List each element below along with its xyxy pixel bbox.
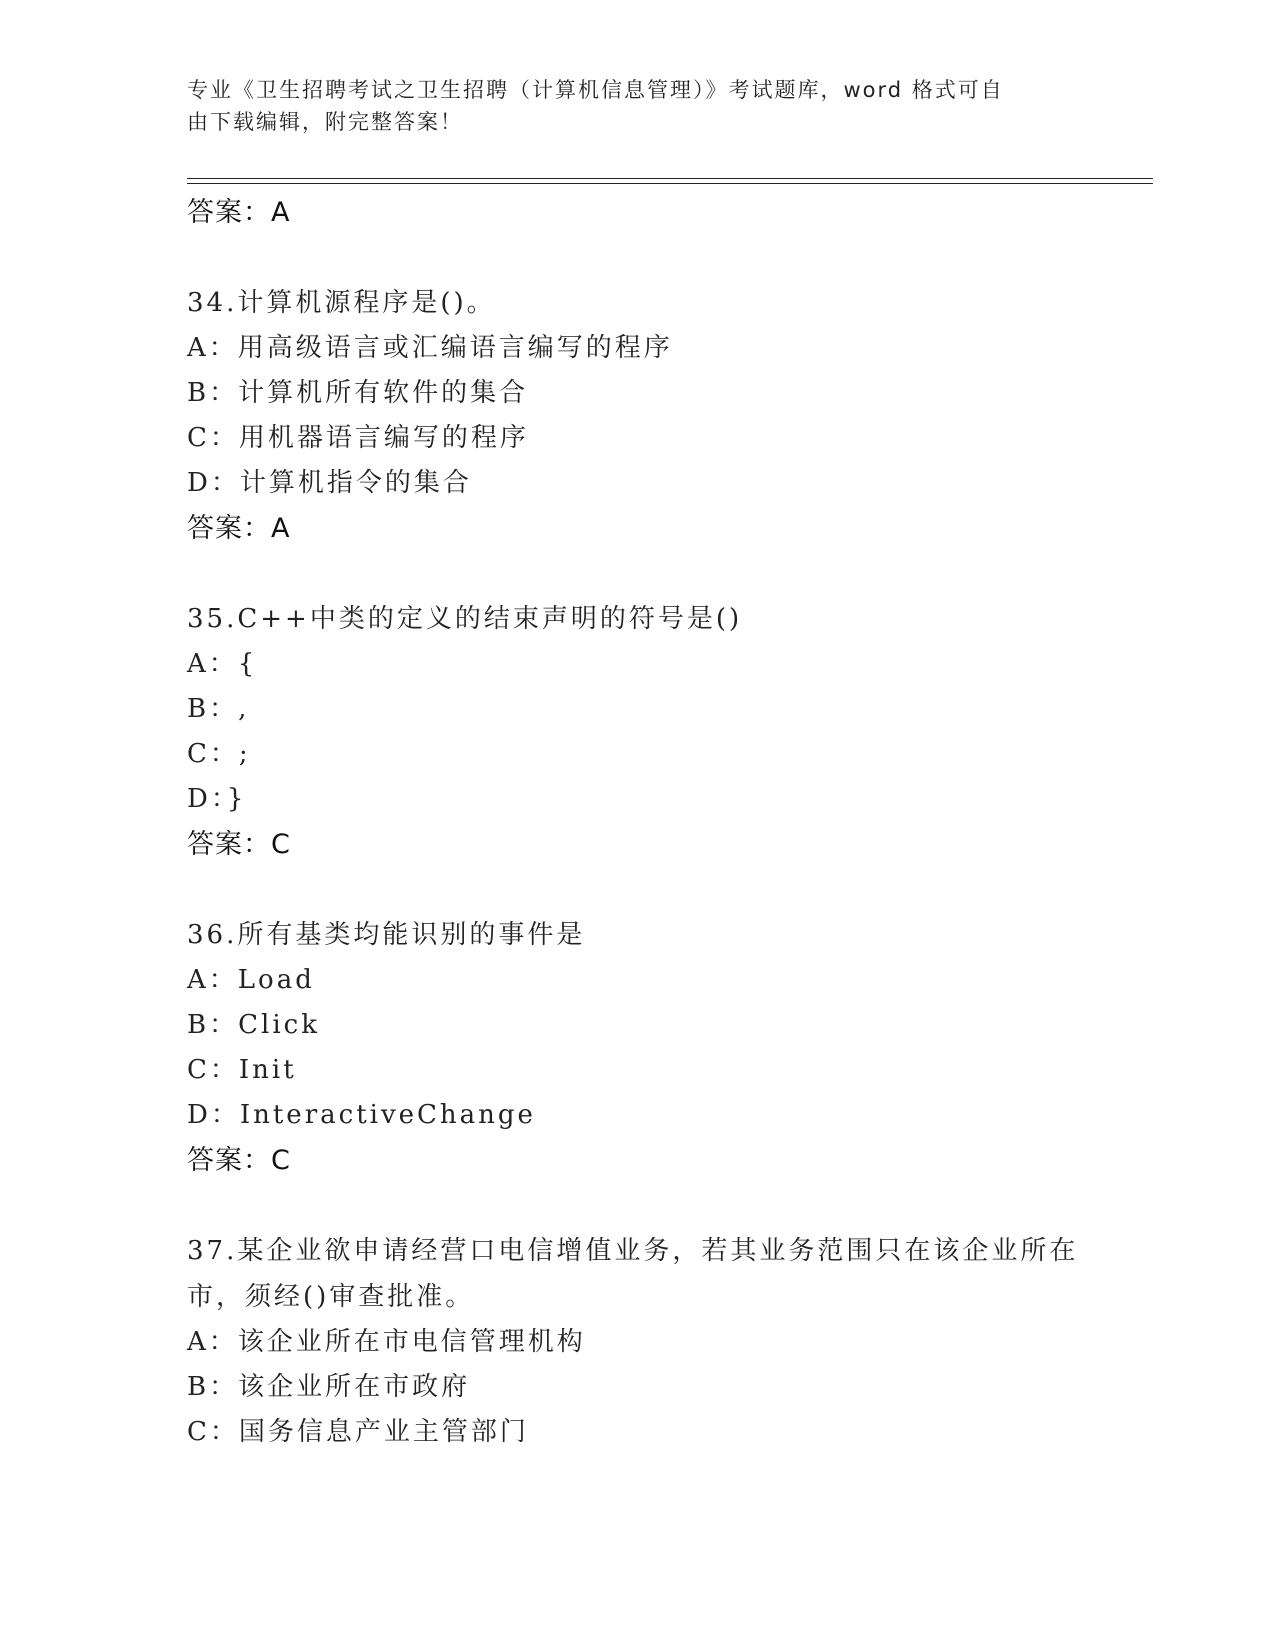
option-c: C：;: [187, 739, 251, 769]
option-d: D：计算机指令的集合: [187, 468, 472, 498]
document-header: [187, 74, 1067, 138]
option-c: C：用机器语言编写的程序: [187, 423, 529, 453]
question-stem: 36.所有基类均能识别的事件是: [187, 920, 586, 950]
question-stem-line-1: 37.某企业欲申请经营口电信增值业务，若其业务范围只在该企业所在: [187, 1236, 1079, 1266]
option-d: D：InteractiveChange: [187, 1100, 536, 1130]
header-divider-top: [187, 178, 1153, 179]
option-b: B：计算机所有软件的集合: [187, 378, 529, 408]
question-35: [187, 596, 1087, 868]
option-c: C：Init: [187, 1055, 297, 1085]
question-34: [187, 280, 1087, 552]
question-37: [187, 1228, 1087, 1455]
answer-label: 答案：C: [187, 1145, 291, 1176]
header-line-1: 专业《卫生招聘考试之卫生招聘（计算机信息管理）》考试题库，word 格式可自: [187, 78, 1004, 102]
answer-label: 答案：A: [187, 513, 291, 544]
question-list: [187, 190, 1087, 1455]
option-b: B：Click: [187, 1010, 320, 1040]
option-b: B：,: [187, 694, 250, 724]
option-a: A：用高级语言或汇编语言编写的程序: [187, 333, 673, 363]
question-stem-line-2: 市，须经()审查批准。: [187, 1282, 475, 1312]
option-d: D：}: [187, 784, 247, 814]
answer-label: 答案：A: [187, 197, 291, 228]
answer-label: 答案：C: [187, 829, 291, 860]
option-a: A：Load: [187, 965, 315, 995]
question-stem: 35.C++中类的定义的结束声明的符号是(): [187, 604, 743, 634]
option-a: A：该企业所在市电信管理机构: [187, 1327, 586, 1357]
option-a: A：{: [187, 649, 258, 679]
header-divider-bottom: [187, 183, 1153, 184]
question-stem: 34.计算机源程序是()。: [187, 288, 496, 318]
option-c: C：国务信息产业主管部门: [187, 1417, 529, 1447]
header-line-2: 由下载编辑，附完整答案！: [187, 110, 463, 134]
option-b: B：该企业所在市政府: [187, 1372, 471, 1402]
question-36: [187, 912, 1087, 1184]
